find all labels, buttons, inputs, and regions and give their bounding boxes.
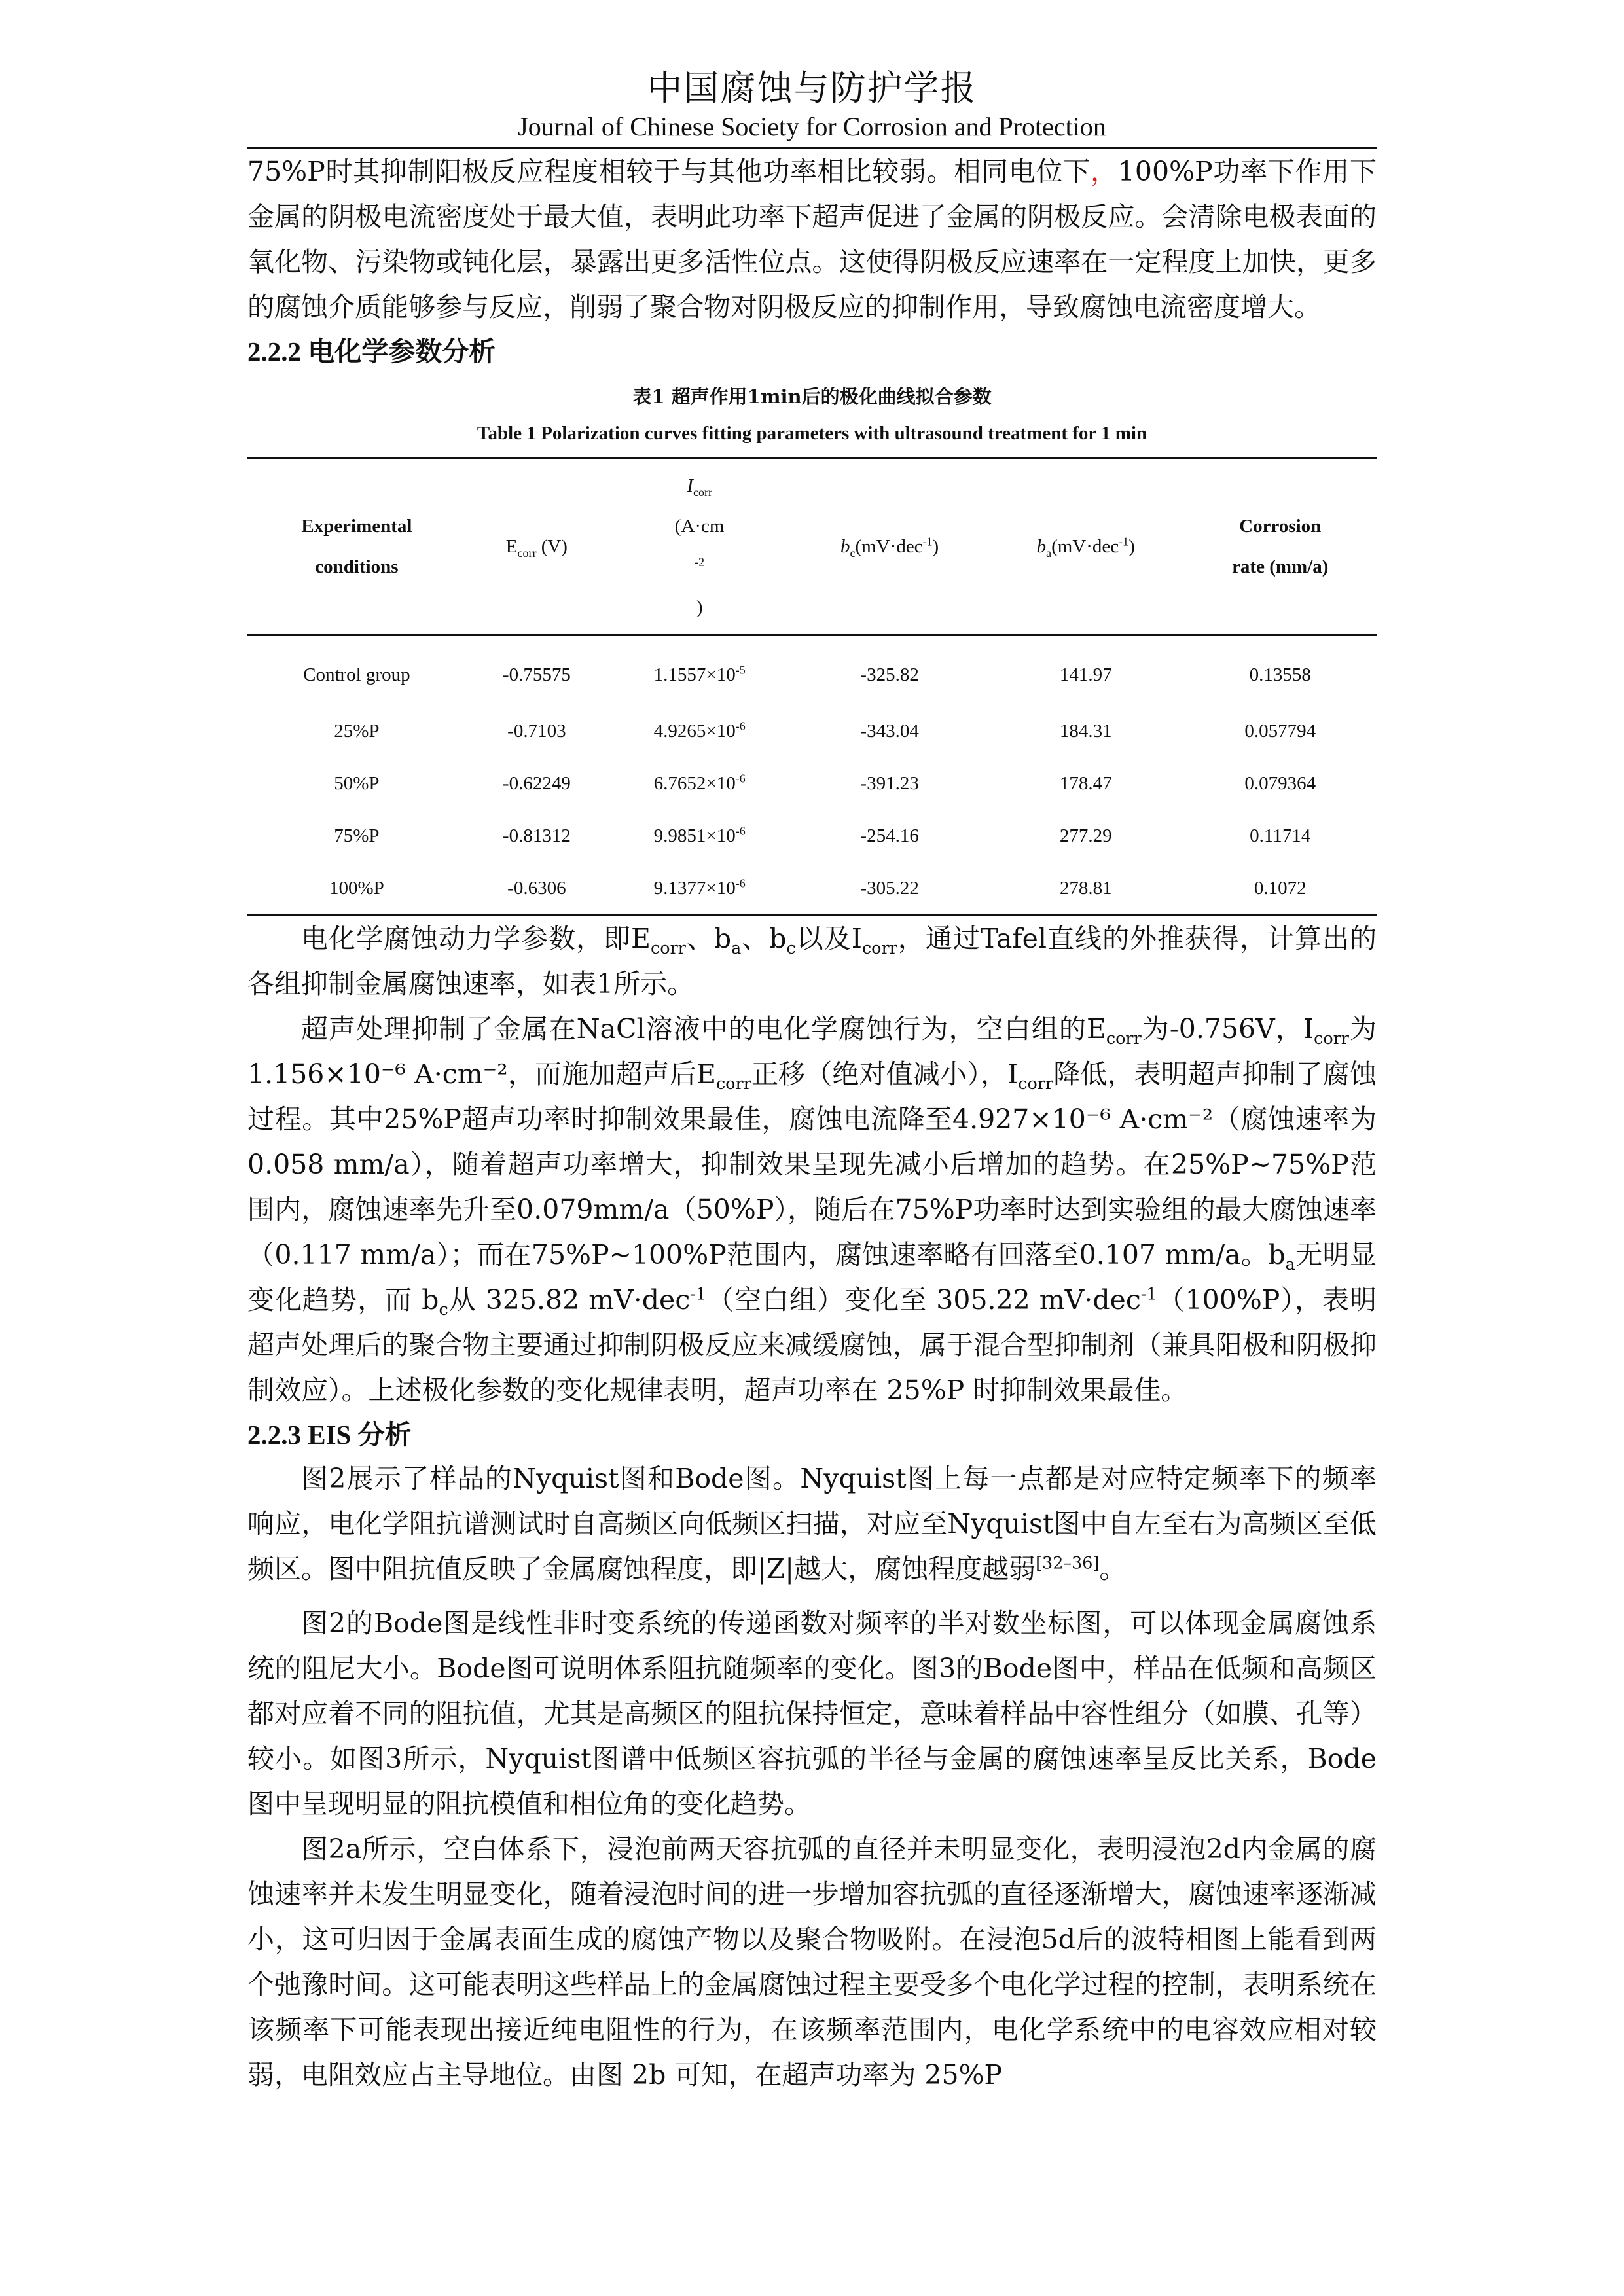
journal-title-en: Journal of Chinese Society for Corrosion and Protection xyxy=(518,112,1106,141)
article-body xyxy=(247,149,1377,2098)
cell-ba: 278.81 xyxy=(1059,877,1112,899)
cell-bc: -391.23 xyxy=(860,772,919,794)
table-header-row xyxy=(247,458,1377,636)
cell-rate: 0.057794 xyxy=(1244,720,1316,742)
cell-condition: 75%P xyxy=(334,825,380,846)
table-row xyxy=(247,635,1377,705)
cell-icorr: $9.9851\times 10^{-6}$ xyxy=(653,823,746,846)
cell-icorr: $6.7652\times 10^{-6}$ xyxy=(653,771,746,794)
cell-condition: 25%P xyxy=(334,720,380,742)
polarization-parameters-table xyxy=(247,457,1377,916)
p1-text-b: 100%P功率下作用下金属的阴极电流密度处于最大值，表明此功率下超声促进了金属的阴极反应。会清除电极表面的氧化物、污染物或钝化层，暴露出更多活性位点。这使得阴极反应速率在一定程度上加快，更多的腐蚀介质能够参与反应，削弱了聚合物对阴极反应的抑制作用，导致腐蚀电流密度增大。 xyxy=(247,156,1377,323)
cell-ecorr: -0.6306 xyxy=(507,877,566,899)
header-bc: $b_c(mV\cdot dec^{-1})$ xyxy=(840,535,939,560)
journal-title-cn: 中国腐蚀与防护学报 xyxy=(647,67,977,109)
paragraph-tafel-parameters: 电化学腐蚀动力学参数，即$E_{corr}$、$b_a$、$b_c$以及$I_{corr}$，通过Tafel直线的外推获得，计算出的各组抑制金属腐蚀速率，如表1所示。 xyxy=(247,923,1377,999)
p1-red-comma: ， xyxy=(1091,156,1118,187)
cell-ecorr: -0.75575 xyxy=(502,664,571,685)
cell-rate: 0.079364 xyxy=(1244,772,1316,794)
table-row xyxy=(247,810,1377,862)
header-ecorr: $E_{corr}$ (V) xyxy=(505,536,568,560)
cell-bc: -343.04 xyxy=(860,720,919,742)
table-row xyxy=(247,705,1377,757)
header-divider xyxy=(247,147,1377,149)
paragraph-ultrasound-inhibition: 超声处理抑制了金属在NaCl溶液中的电化学腐蚀行为，空白组的$E_{corr}$为-0.756V，$I_{corr}$为1.156×10⁻⁶ A·cm⁻²，而施加超声后$E_{corr}$正移（绝对值减小），$I_{corr}$降低，表明超声抑制了腐蚀过程。其中25%P超声功率时抑制效果最佳，腐蚀电流降至4.927×10⁻⁶ A·cm⁻²（腐蚀速率为 0.058 mm/a），随着超声功率增大，抑制效果呈现先减小后增加的趋势。在25%P~75%P范围内，腐蚀速率先升至0.079mm/a（50%P），随后在75%P功率时达到实验组的最大腐蚀速率（0.117 mm/a）；而在75%P~100%P范围内，腐蚀速率略有回落至0.107 mm/a。$b_a$无明显变化趋势，而 $b_c$从 325.82 mV·dec$^{-1}$（空白组）变化至 305.22 mV·dec$^{-1}$（100%P），表明超声处理后的聚合物主要通过抑制阴极反应来减缓腐蚀，属于混合型抑制剂（兼具阳极和阴极抑制效应）。上述极化参数的变化规律表明，超声功率在 25%P 时抑制效果最佳。 xyxy=(247,1013,1377,1406)
cell-icorr: $9.1377\times 10^{-6}$ xyxy=(653,876,746,899)
cell-ecorr: -0.7103 xyxy=(507,720,566,742)
citation-ref[interactable]: [32–36] xyxy=(1036,1552,1100,1573)
cell-rate: 0.1072 xyxy=(1254,877,1307,899)
cell-condition: 50%P xyxy=(334,772,380,794)
cell-ba: 184.31 xyxy=(1059,720,1112,742)
paragraph-figure-2a: 图2a所示，空白体系下，浸泡前两天容抗弧的直径并未明显变化，表明浸泡2d内金属的腐蚀速率并未发生明显变化，随着浸泡时间的进一步增加容抗弧的直径逐渐增大，腐蚀速率逐渐减小，这可归因于金属表面生成的腐蚀产物以及聚合物吸附。在浸泡5d后的波特相图上能看到两个弛豫时间。这可能表明这些样品上的金属腐蚀过程主要受多个电化学过程的控制，表明系统在该频率下可能表现出接近纯电阻性的行为，在该频率范围内，电化学系统中的电容效应相对较弱，电阻效应占主导地位。由图 2b 可知，在超声功率为 25%P xyxy=(247,1833,1377,2090)
cell-rate: 0.11714 xyxy=(1250,825,1311,846)
table-row xyxy=(247,862,1377,916)
paragraph-anodic-cathodic xyxy=(247,149,1377,330)
table-caption-en: Table 1 Polarization curves fitting parameters with ultrasound treatment for 1 min xyxy=(477,423,1147,444)
cell-icorr: $4.9265\times 10^{-6}$ xyxy=(653,719,746,742)
cell-ecorr: -0.62249 xyxy=(502,772,571,794)
cell-bc: -305.22 xyxy=(860,877,919,899)
p1-text-a: 75%P时其抑制阳极反应程度相较于与其他功率相比较弱。相同电位下 xyxy=(247,156,1091,187)
cell-ba: 141.97 xyxy=(1059,664,1112,685)
cell-condition: 100%P xyxy=(329,877,384,899)
table-row xyxy=(247,757,1377,810)
cell-condition: Control group xyxy=(303,664,410,685)
cell-ba: 277.29 xyxy=(1059,825,1112,846)
header-ba: $b_a(mV\cdot dec^{-1})$ xyxy=(1036,535,1135,560)
cell-icorr: $1.1557\times 10^{-5}$ xyxy=(653,662,746,685)
paragraph-bode-analysis: 图2的Bode图是线性非时变系统的传递函数对频率的半对数坐标图，可以体现金属腐蚀系统的阻尼大小。Bode图可说明体系阻抗随频率的变化。图3的Bode图中，样品在低频和高频区都对应着不同的阻抗值，尤其是高频区的阻抗保持恒定，意味着样品中容性组分（如膜、孔等）较小。如图3所示，Nyquist图谱中低频区容抗弧的半径与金属的腐蚀速率呈反比关系，Bode图中呈现明显的阻抗模值和相位角的变化趋势。 xyxy=(247,1607,1377,1820)
cell-ba: 178.47 xyxy=(1059,772,1112,794)
cell-bc: -254.16 xyxy=(860,825,919,846)
table-caption-cn: 表1 超声作用1min后的极化曲线拟合参数 xyxy=(632,386,992,408)
section-heading-2-2-3: 2.2.3 EIS 分析 xyxy=(247,1420,412,1450)
section-heading-2-2-2: 2.2.2 电化学参数分析 xyxy=(247,336,496,367)
cell-rate: 0.13558 xyxy=(1249,664,1311,685)
header-conditions: Experimental conditions xyxy=(301,516,412,577)
cell-ecorr: -0.81312 xyxy=(502,825,571,846)
paragraph-nyquist-bode: 图2展示了样品的Nyquist图和Bode图。Nyquist图上每一点都是对应特定频率下的频率响应，电化学阻抗谱测试时自高频区向低频区扫描，对应至Nyquist图中自左至右为高频区至低频区。图中阻抗值反映了金属腐蚀程度，即|Z|越大，腐蚀程度越弱[32–36]。 xyxy=(247,1463,1377,1585)
cell-bc: -325.82 xyxy=(860,664,919,685)
header-icorr: $I_{corr}$ (A·cm $^{-2}$ ) xyxy=(674,475,725,618)
header-corrosion-rate: Corrosion rate (mm/a) xyxy=(1232,516,1329,577)
